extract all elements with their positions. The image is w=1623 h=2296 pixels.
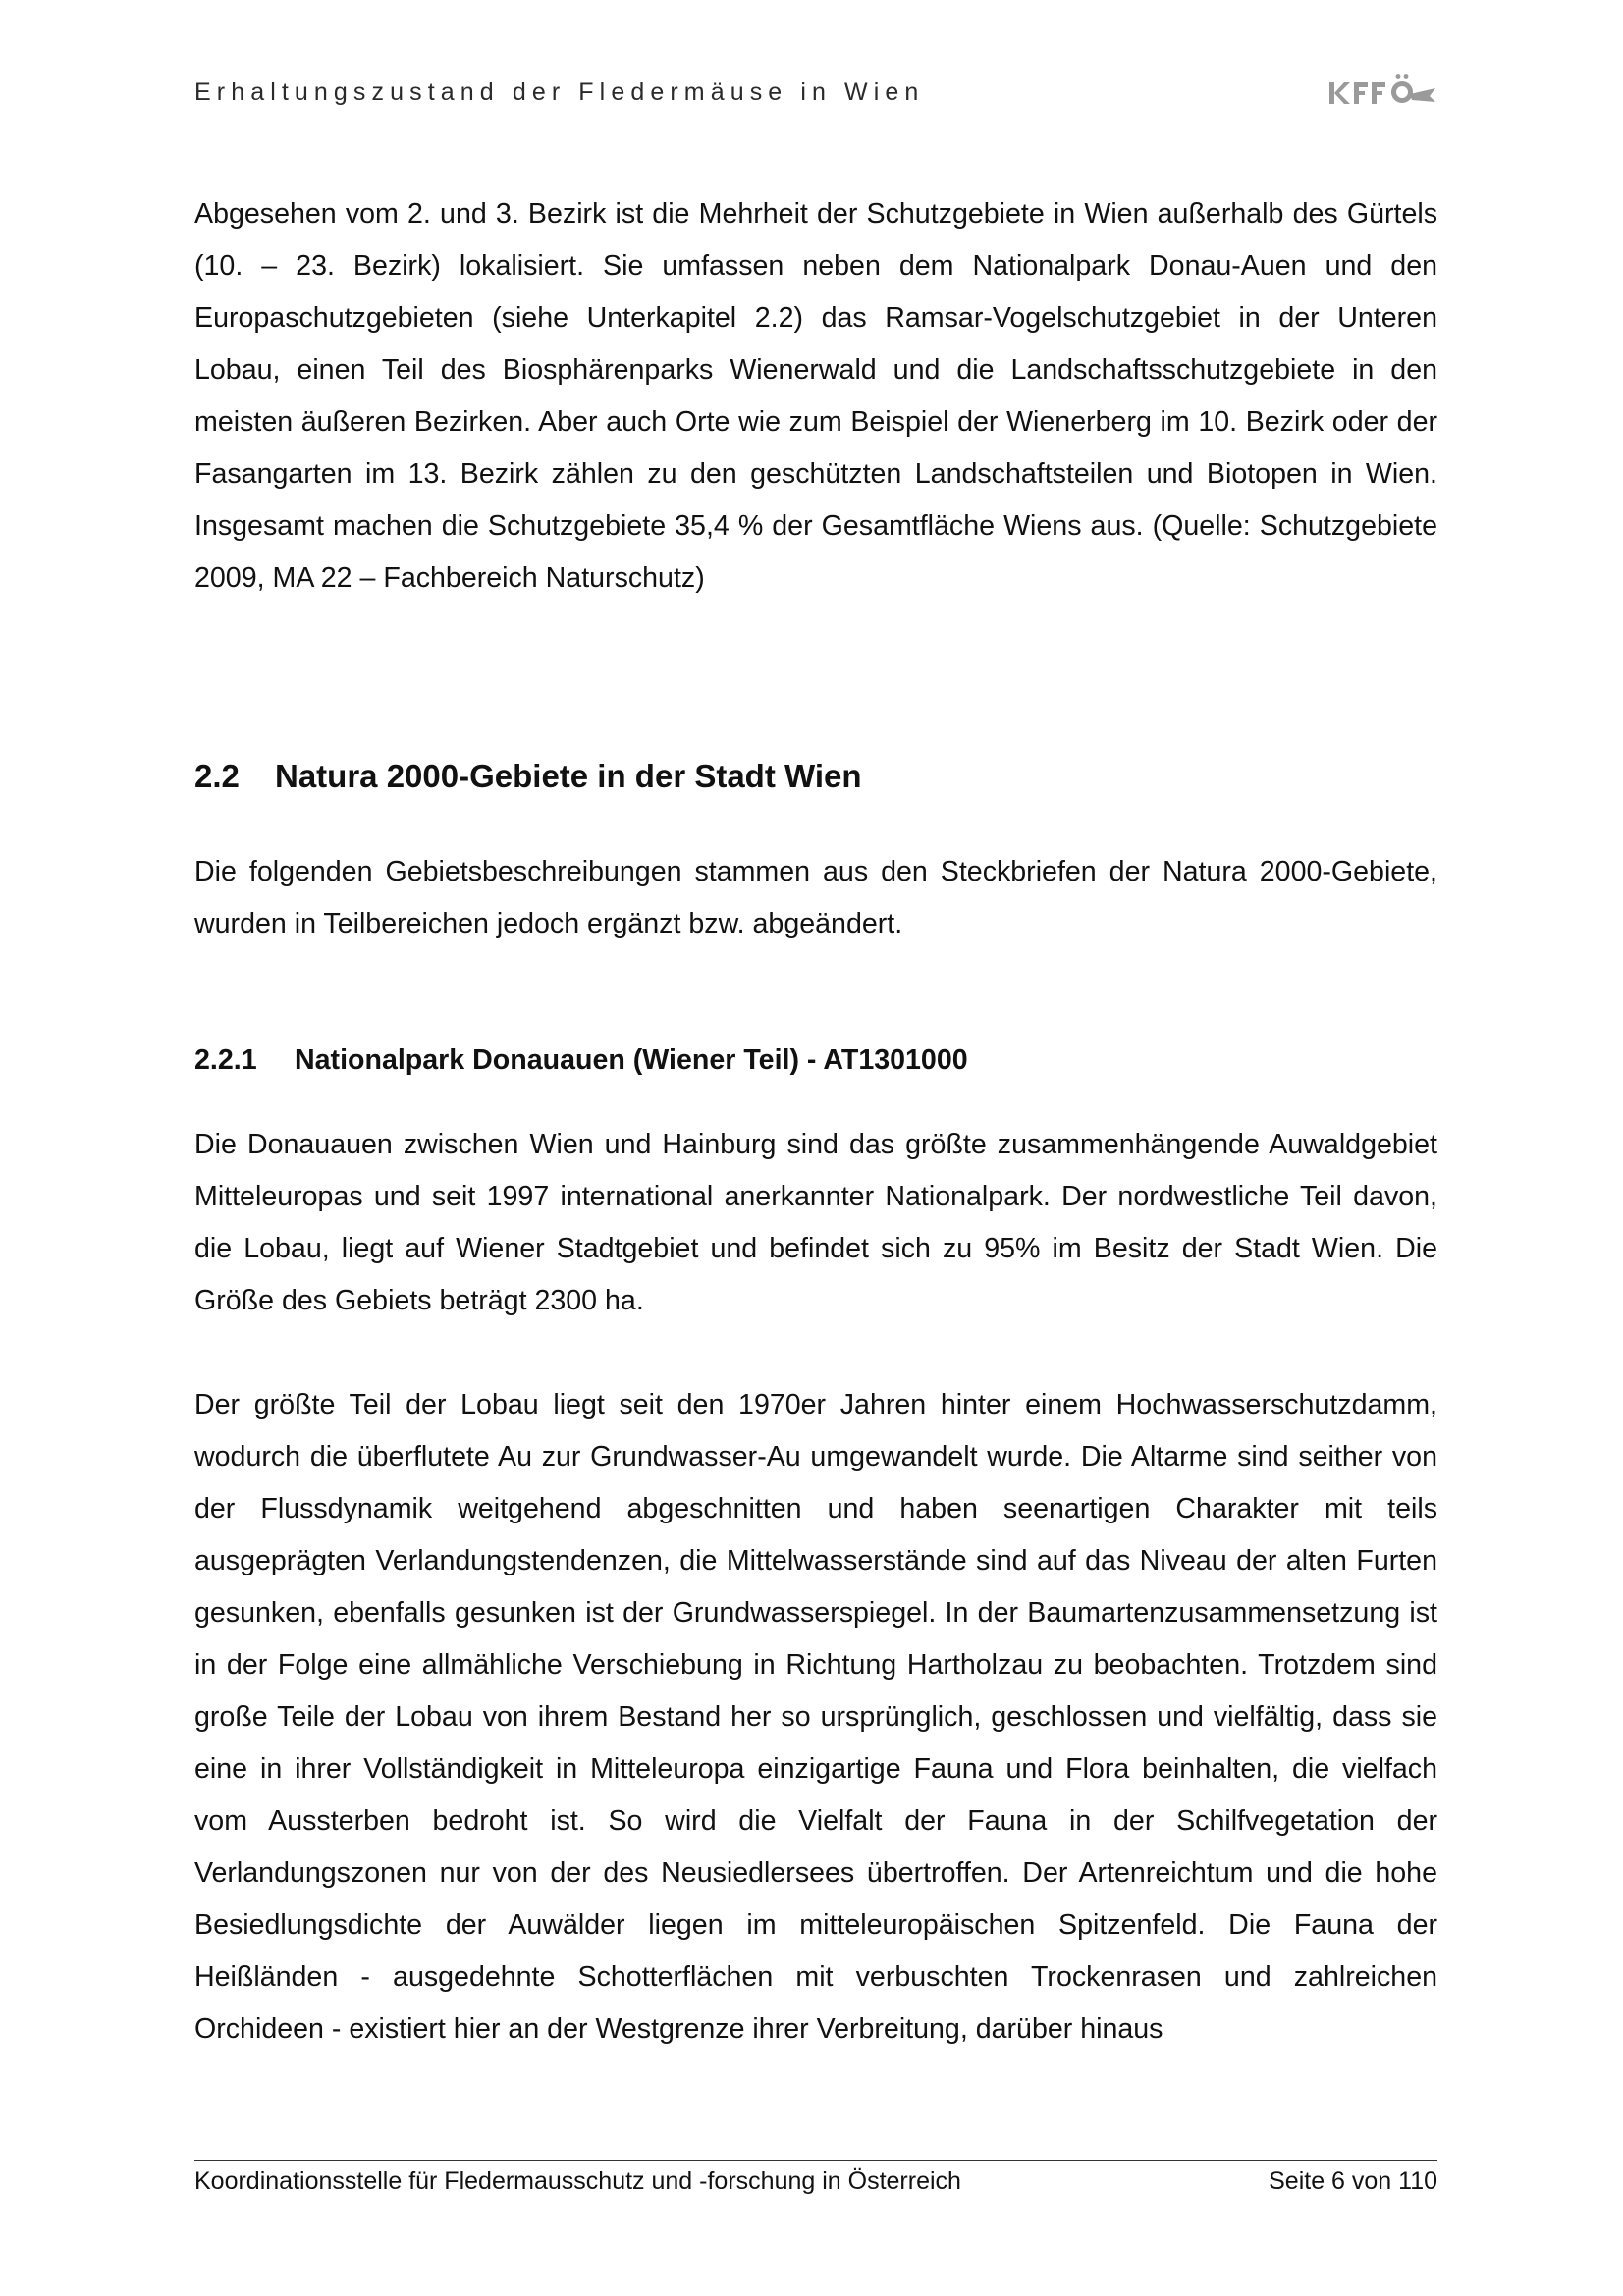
page-number: Seite 6 von 110 bbox=[1269, 2167, 1437, 2195]
paragraph-natura-intro: Die folgenden Gebietsbeschreibungen stammen aus den Steckbriefen der Natura 2000-Gebiete, wurden in Teilbereichen jedoch ergänzt bzw. abgeändert. bbox=[194, 856, 1437, 939]
kffoe-logo-mark bbox=[1329, 74, 1435, 104]
subsection-title: Nationalpark Donauauen (Wiener Teil) - AT1301000 bbox=[295, 1044, 968, 1076]
section-heading-2-2 bbox=[194, 758, 862, 795]
running-header-title: Erhaltungszustand der Fledermäuse in Wien bbox=[194, 79, 925, 106]
kffoe-logo bbox=[1327, 73, 1437, 112]
paragraph-donauauen: Die Donauauen zwischen Wien und Hainburg sind das größte zusammenhängende Auwaldgebiet Mitteleuropas und seit 1997 international anerkannter Nationalpark. Der nordwestliche Teil davon, die Lobau, liegt auf Wiener Stadtgebiet und befindet sich zu 95% im Besitz der Stadt Wien. Die Größe des Gebiets beträgt 2300 ha. bbox=[194, 1129, 1437, 1316]
section-title: Natura 2000-Gebiete in der Stadt Wien bbox=[275, 758, 862, 794]
paragraph-lobau: Der größte Teil der Lobau liegt seit den 1970er Jahren hinter einem Hochwasserschutzdamm, wodurch die überflutete Au zur Grundwasser-Au umgewandelt wurde. Die Altarme sind seither von der Flussdynamik weitgehend abgeschnitten und haben seenartigen Charakter mit teils ausgeprägten Verlandungstendenzen, die Mittelwasserstände sind auf das Niveau der alten Furten gesunken, ebenfalls gesunken ist der Grundwasserspiegel. In der Baumartenzusammensetzung ist in der Folge eine allmähliche Verschiebung in Richtung Hartholzau zu beobachten. Trotzdem sind große Teile der Lobau von ihrem Bestand her so ursprünglich, geschlossen und vielfältig, dass sie eine in ihrer Vollständigkeit in Mitteleuropa einzigartige Fauna und Flora beinhalten, die vielfach vom Aussterben bedroht ist. So wird die Vielfalt der Fauna in der Schilfvegetation der Verlandungszonen nur von der des Neusiedlersees übertroffen. Der Artenreichtum und die hohe Besiedlungsdichte der Auwälder liegen im mitteleuropäischen Spitzenfeld. Die Fauna der Heißländen - ausgedehnte Schotterflächen mit verbuschten Trockenrasen und zahlreichen Orchideen - existiert hier an der Westgrenze ihrer Verbreitung, darüber hinaus bbox=[194, 1389, 1437, 2045]
section-heading-2-2-1 bbox=[194, 1044, 968, 1077]
subsection-number: 2.2.1 bbox=[194, 1044, 257, 1076]
footer-divider bbox=[194, 2160, 1437, 2161]
paragraph-schutzgebiete: Abgesehen vom 2. und 3. Bezirk ist die Mehrheit der Schutzgebiete in Wien außerhalb des Gürtels (10. – 23. Bezirk) lokalisiert. Sie umfassen neben dem Nationalpark Donau-Auen und den Europaschutzgebieten (siehe Unterkapitel 2.2) das Ramsar-Vogelschutzgebiet in der Unteren Lobau, einen Teil des Biosphärenparks Wienerwald und die Landschaftsschutzgebiete in den meisten äußeren Bezirken. Aber auch Orte wie zum Beispiel der Wienerberg im 10. Bezirk oder der Fasangarten im 13. Bezirk zählen zu den geschützten Landschaftsteilen und Biotopen in Wien. Insgesamt machen die Schutzgebiete 35,4 % der Gesamtfläche Wiens aus. (Quelle: Schutzgebiete 2009, MA 22 – Fachbereich Naturschutz) bbox=[194, 198, 1437, 594]
footer-organisation: Koordinationsstelle für Fledermausschutz und -forschung in Österreich bbox=[194, 2167, 961, 2195]
section-number: 2.2 bbox=[194, 758, 240, 794]
